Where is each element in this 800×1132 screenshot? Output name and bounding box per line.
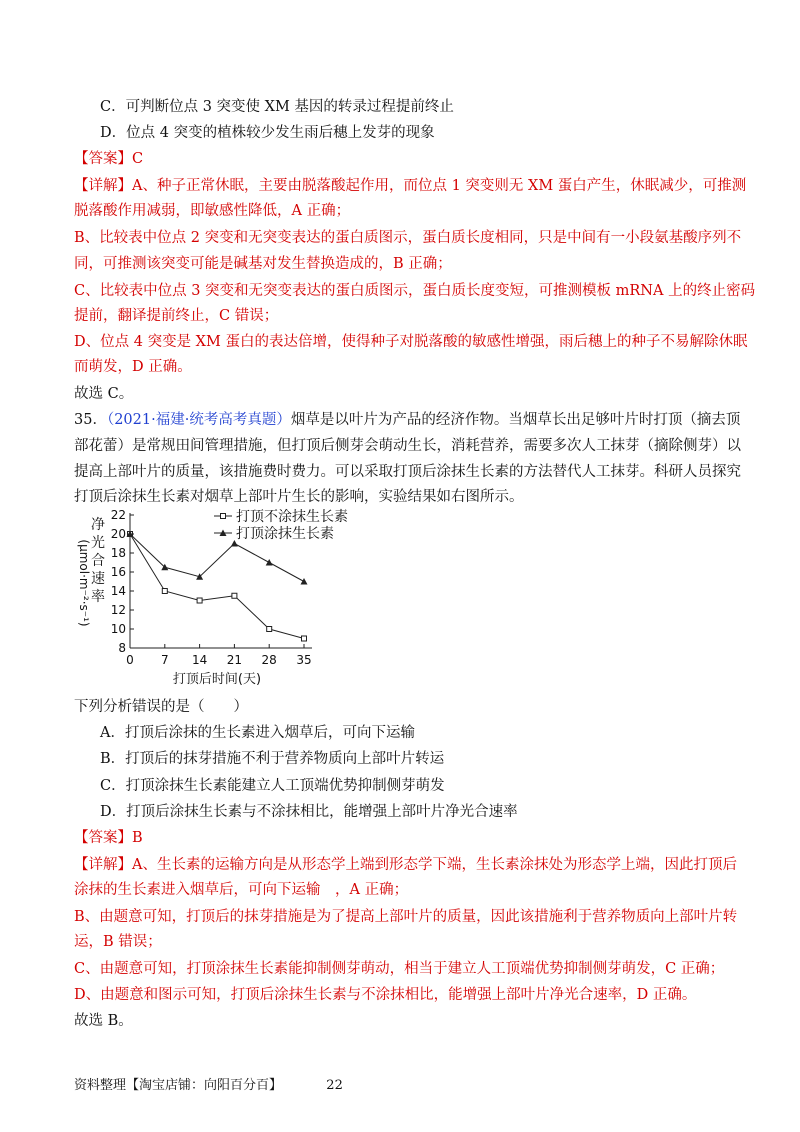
q34-explain-line: 同，可推测该突变可能是碱基对发生替换造成的，B 正确； bbox=[74, 256, 452, 272]
y-tick-label: 20 bbox=[110, 527, 126, 541]
y-axis-title-char: 合 bbox=[91, 553, 105, 569]
q35-source: （2021·福建·统考高考真题） bbox=[106, 412, 291, 428]
q34-explain-line: D、位点 4 突变是 XM 蛋白的表达倍增，使得种子对脱落酸的敏感性增强，雨后穗上的种子不易解除休眠 bbox=[74, 334, 748, 350]
q34-option-c: C．可判断位点 3 突变使 XM 基因的转录过程提前终止 bbox=[100, 99, 454, 115]
q34-answer: 【答案】C bbox=[74, 151, 144, 167]
q34-explain-line: 而萌发，D 正确。 bbox=[74, 359, 192, 375]
series-1 bbox=[128, 532, 307, 642]
data-point bbox=[232, 593, 237, 598]
legend-entry bbox=[214, 525, 334, 542]
q34-explain-line: 脱落酸作用减弱，即敏感性降低，A 正确； bbox=[74, 203, 351, 219]
q34-explain-line: 【详解】A、种子正常休眠，主要由脱落酸起作用，而位点 1 突变则无 XM 蛋白产生，休眠减少，可推测 bbox=[74, 178, 747, 194]
q35-explain-line: B、由题意可知，打顶后的抹芽措施是为了提高上部叶片的质量，因此该措施利于营养物质向上部叶片转 bbox=[74, 909, 738, 925]
q35-option-d: D．打顶后涂抹生长素与不涂抹相比，能增强上部叶片净光合速率 bbox=[100, 804, 518, 820]
y-axis-unit: (μmol·m⁻²·s⁻¹) bbox=[77, 539, 91, 627]
legend-label: 打顶涂抹生长素 bbox=[236, 526, 334, 542]
q35-stem-line: 打顶后涂抹生长素对烟草上部叶片生长的影响，实验结果如右图所示。 bbox=[74, 489, 524, 505]
y-axis-title-char: 速 bbox=[91, 571, 105, 587]
y-axis-title-char: 光 bbox=[91, 535, 105, 551]
q35-explain-line: C、由题意可知，打顶涂抹生长素能抑制侧芽萌动，相当于建立人工顶端优势抑制侧芽萌发，C 正确； bbox=[74, 961, 725, 977]
q35-number: 35． bbox=[74, 412, 107, 428]
y-tick-label: 18 bbox=[110, 546, 126, 560]
page-footer bbox=[74, 1074, 343, 1093]
q35-answer: 【答案】B bbox=[74, 830, 143, 846]
q34-explain-line: C、比较表中位点 3 突变和无突变表达的蛋白质图示，蛋白质长度变短，可推测模板 mRNA 上的终止密码 bbox=[74, 283, 756, 299]
y-tick-label: 22 bbox=[110, 508, 126, 522]
x-tick-label: 35 bbox=[296, 653, 312, 667]
q35-conclusion: 故选 B。 bbox=[74, 1013, 133, 1029]
q35-first-line bbox=[74, 410, 740, 430]
y-tick-label: 16 bbox=[110, 565, 126, 579]
y-axis-title-char: 率 bbox=[91, 589, 105, 605]
q34-explain-line: B、比较表中位点 2 突变和无突变表达的蛋白质图示，蛋白质长度相同，只是中间有一小段氨基酸序列不 bbox=[74, 230, 742, 246]
y-tick-label: 10 bbox=[110, 622, 126, 636]
y-tick-label: 12 bbox=[110, 603, 126, 617]
y-axis-title-char: 净 bbox=[91, 517, 105, 533]
q35-explain-line: D、由题意和图示可知，打顶后涂抹生长素与不涂抹相比，能增强上部叶片净光合速率，D 正确。 bbox=[74, 987, 697, 1003]
legend-entry bbox=[214, 508, 348, 525]
data-point bbox=[221, 514, 226, 519]
data-point bbox=[162, 589, 167, 594]
q35-explain-line: 运，B 错误； bbox=[74, 934, 162, 950]
x-tick-label: 14 bbox=[191, 653, 208, 667]
q35-option-c: C．打顶涂抹生长素能建立人工顶端优势抑制侧芽萌发 bbox=[100, 778, 445, 794]
q35-stem-line: 提高上部叶片的质量，该措施费时费力。可以采取打顶后涂抹生长素的方法替代人工抹芽。科研人员探究 bbox=[74, 464, 741, 480]
q35-explain-line: 涂抹的生长素进入烟草后，可向下运输 ，A 正确； bbox=[74, 882, 409, 898]
photosynthesis-line-chart bbox=[72, 505, 372, 695]
data-point bbox=[266, 559, 273, 566]
page-number: 22 bbox=[326, 1078, 343, 1093]
x-tick-label: 7 bbox=[160, 653, 169, 667]
data-point bbox=[267, 627, 272, 632]
q35-prompt: 下列分析错误的是（ ） bbox=[74, 699, 248, 715]
q35-stem-line: 烟草是以叶片为产品的经济作物。当烟草长出足够叶片时打顶（摘去顶 bbox=[290, 412, 741, 428]
x-tick-label: 28 bbox=[261, 653, 277, 667]
x-axis-label: 打顶后时间(天) bbox=[172, 672, 262, 687]
x-tick-label: 0 bbox=[126, 653, 134, 667]
q35-option-b: B．打顶后的抹芽措施不利于营养物质向上部叶片转运 bbox=[100, 751, 445, 767]
q35-stem-line: 部花蕾）是常规田间管理措施，但打顶后侧芽会萌动生长，消耗营养，需要多次人工抹芽（摘除侧芽）以 bbox=[74, 438, 741, 454]
q34-explain-line: 提前，翻译提前终止，C 错误； bbox=[74, 308, 279, 324]
q35-option-a: A．打顶后涂抹的生长素进入烟草后，可向下运输 bbox=[100, 725, 415, 741]
y-tick-label: 8 bbox=[118, 641, 126, 655]
legend-label: 打顶不涂抹生长素 bbox=[236, 509, 348, 525]
y-axis-title bbox=[77, 517, 105, 627]
q34-option-d: D．位点 4 突变的植株较少发生雨后穗上发芽的现象 bbox=[100, 125, 435, 141]
data-point bbox=[197, 598, 202, 603]
footer-source: 资料整理【淘宝店铺：向阳百分百】 bbox=[74, 1078, 283, 1093]
q34-conclusion: 故选 C。 bbox=[74, 386, 134, 402]
q35-explain-line: 【详解】A、生长素的运输方向是从形态学上端到形态学下端，生长素涂抹处为形态学上端，因此打顶后 bbox=[74, 857, 737, 873]
x-tick-label: 21 bbox=[226, 653, 243, 667]
data-point bbox=[302, 636, 307, 641]
series-line bbox=[130, 534, 304, 639]
data-point bbox=[301, 578, 308, 585]
y-tick-label: 14 bbox=[110, 584, 126, 598]
